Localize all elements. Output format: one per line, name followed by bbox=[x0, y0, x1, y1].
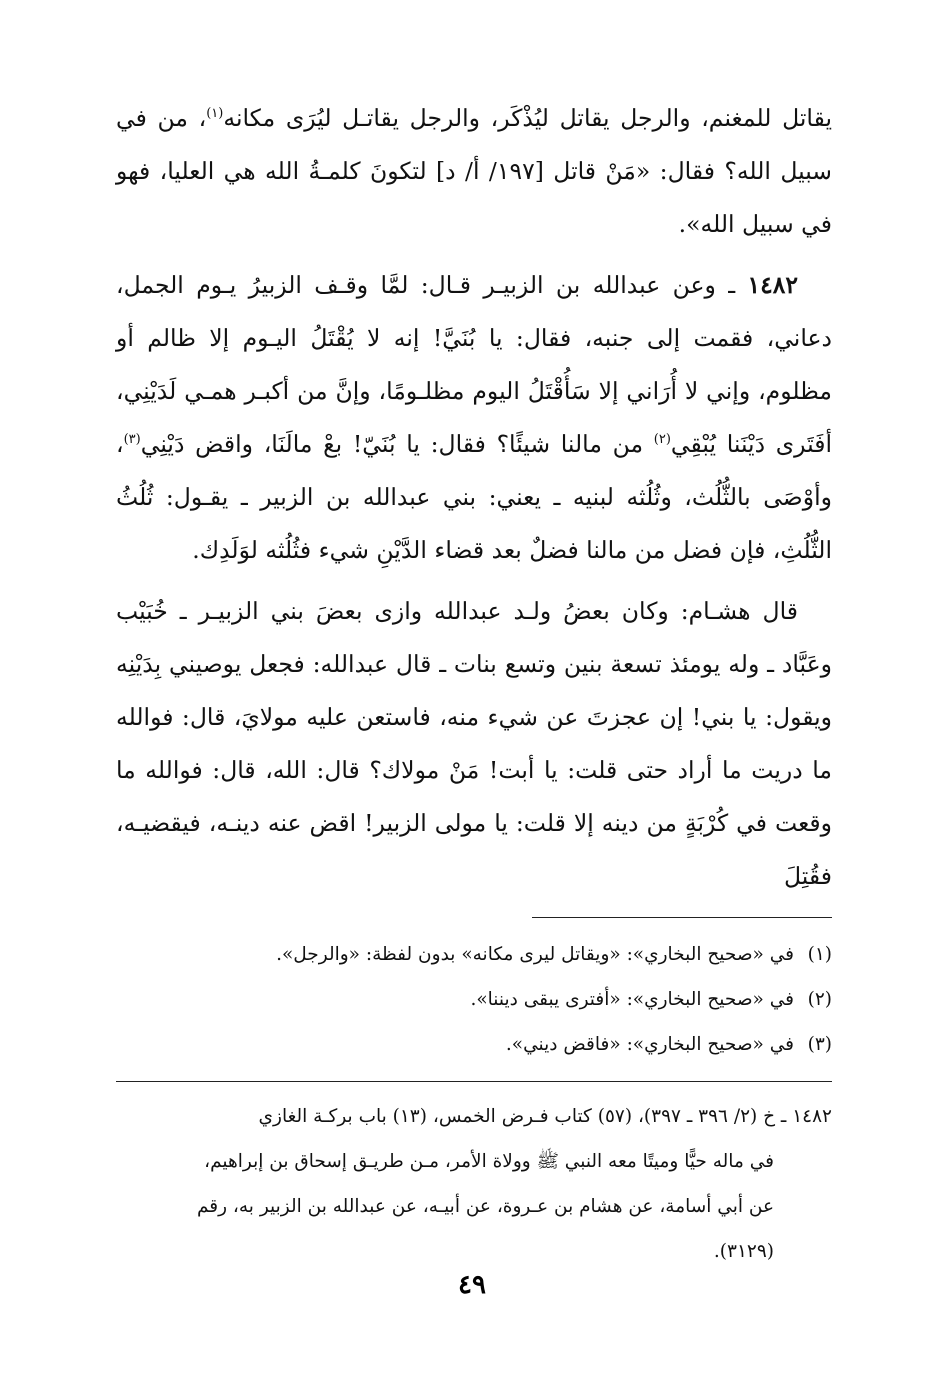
footnote-text: في «صحيح البخاري»: «ويقاتل ليرى مكانه» بدون لفظة: «والرجل». bbox=[276, 944, 794, 965]
footnote-3 bbox=[116, 1022, 832, 1067]
footnotes bbox=[116, 932, 832, 1067]
footnote-marker: (١) bbox=[807, 944, 832, 965]
text-line: قال هشـام: وكان بعضُ ولـد عبدالله وازى بعضَ بني الزبيـر ـ خُبَيْب bbox=[116, 597, 798, 625]
footnote-marker: (٣) bbox=[807, 1034, 832, 1055]
footnote-ref-2[interactable]: (٢) bbox=[653, 432, 671, 448]
footnote-text: في «صحيح البخاري»: «فاقض ديني». bbox=[505, 1034, 794, 1055]
text-line: بالثُّلُث، وثُلُثه لبنيه ـ يعني: بني عبدالله بن الزبير ـ يقـول: ثُلُثُ الثُّلُثِ، فإن bbox=[116, 483, 832, 564]
text-line: سبيل الله؟ فقال: «مَنْ قاتل [١٩٧/ أ/ د] لتكونَ كلمـةُ الله هي العليا، فهو في bbox=[116, 157, 832, 238]
text-line: ما دريت ما أراد حتى قلت: يا أبت! مَنْ مولاك؟ قال: الله، قال: فوالله ما وقعت bbox=[116, 756, 832, 837]
takhrij-line: في ماله حيًّا وميتًا معه النبي ﷺ وولاة الأمر، مـن طريـق إسحاق بن إبراهيم، bbox=[204, 1151, 774, 1172]
text-line: ويقول: يا بني! إن عجزتَ عن شيء منه، فاستعن عليه مولايَ، قال: فوالله bbox=[116, 703, 832, 731]
footnote-ref-3[interactable]: (٣) bbox=[123, 432, 141, 448]
takhrij-line: (٣١٢٩). bbox=[713, 1241, 774, 1262]
text-line: دعاني، فقمت إلى جنبه، فقال: يا بُنَيَّ! إنه لا يُقْتَلُ اليـوم إلا ظالم أو مظلوم، bbox=[116, 324, 832, 405]
footnote-1 bbox=[116, 932, 832, 977]
takhrij-separator bbox=[116, 1081, 832, 1082]
paragraph-hadith-ending bbox=[116, 92, 832, 251]
page-number: ٤٩ bbox=[458, 1270, 486, 1300]
footnote-2 bbox=[116, 977, 832, 1022]
text-line: سبيل الله». bbox=[678, 210, 794, 238]
text-line: ، من في bbox=[116, 104, 207, 132]
takhrij-line: عن أبي أسامة، عن هشام بن عـروة، عن أبيـه، عن عبدالله بن الزبير به، رقم bbox=[196, 1196, 774, 1217]
footnote-ref-1[interactable]: (١) bbox=[206, 106, 224, 122]
footnote-separator bbox=[532, 917, 832, 918]
paragraph-hisham bbox=[116, 585, 832, 903]
footnote-text: في «صحيح البخاري»: «أفترى يبقى ديننا». bbox=[470, 989, 794, 1010]
takhrij-section bbox=[116, 1094, 832, 1274]
text-line: وإني لا أُرَاني إلا سَأُقْتَلُ اليوم مظلـومًا، وإنَّ من أكبـر همـي لَدَيْنِي، أفَتَرى bbox=[116, 377, 832, 458]
text-line: وعَبَّاد ـ وله يومئذ تسعة بنين وتسع بنات ـ قال عبدالله: فجعل يوصيني بِدَيْنِه bbox=[116, 650, 832, 678]
text-line: من مالنا شيئًا؟ فقال: يا بُنَيّ! بعْ مالَنَا، واقض دَيْنِي bbox=[140, 430, 654, 458]
text-line: دَيْنَنا يُبْقِي bbox=[670, 430, 766, 458]
paragraph-hadith-1482 bbox=[116, 259, 832, 577]
text-line: يقاتل للمغنم، والرجل يقاتل ليُذْكَر، والرجل يقاتـل ليُرَى مكانه bbox=[223, 104, 832, 132]
takhrij-line: ١٤٨٢ ـ خ (٢/ ٣٩٦ ـ ٣٩٧)، (٥٧) كتاب فـرض الخمس، (١٣) باب بركـة الغازي bbox=[258, 1106, 832, 1127]
text-line: ، وأوْصَى bbox=[116, 430, 832, 511]
text-line: في كُرْبَةٍ من دينه إلا قلت: يا مولى الزبير! اقض عنه دينـه، فيقضيـه، فقُتِلَ bbox=[116, 809, 832, 890]
footnote-marker: (٢) bbox=[807, 989, 832, 1010]
text-line: ـ وعن عبدالله بن الزبيـر قـال: لمَّا وقـف الزبيرُ يـوم الجمل، bbox=[116, 271, 748, 299]
hadith-number: ١٤٨٢ bbox=[747, 271, 798, 299]
text-line: فضل من مالنا فضلٌ بعد قضاء الدَّيْنِ شيء فثُلُثه لوَلَدِك. bbox=[192, 536, 723, 564]
main-text bbox=[116, 92, 832, 903]
